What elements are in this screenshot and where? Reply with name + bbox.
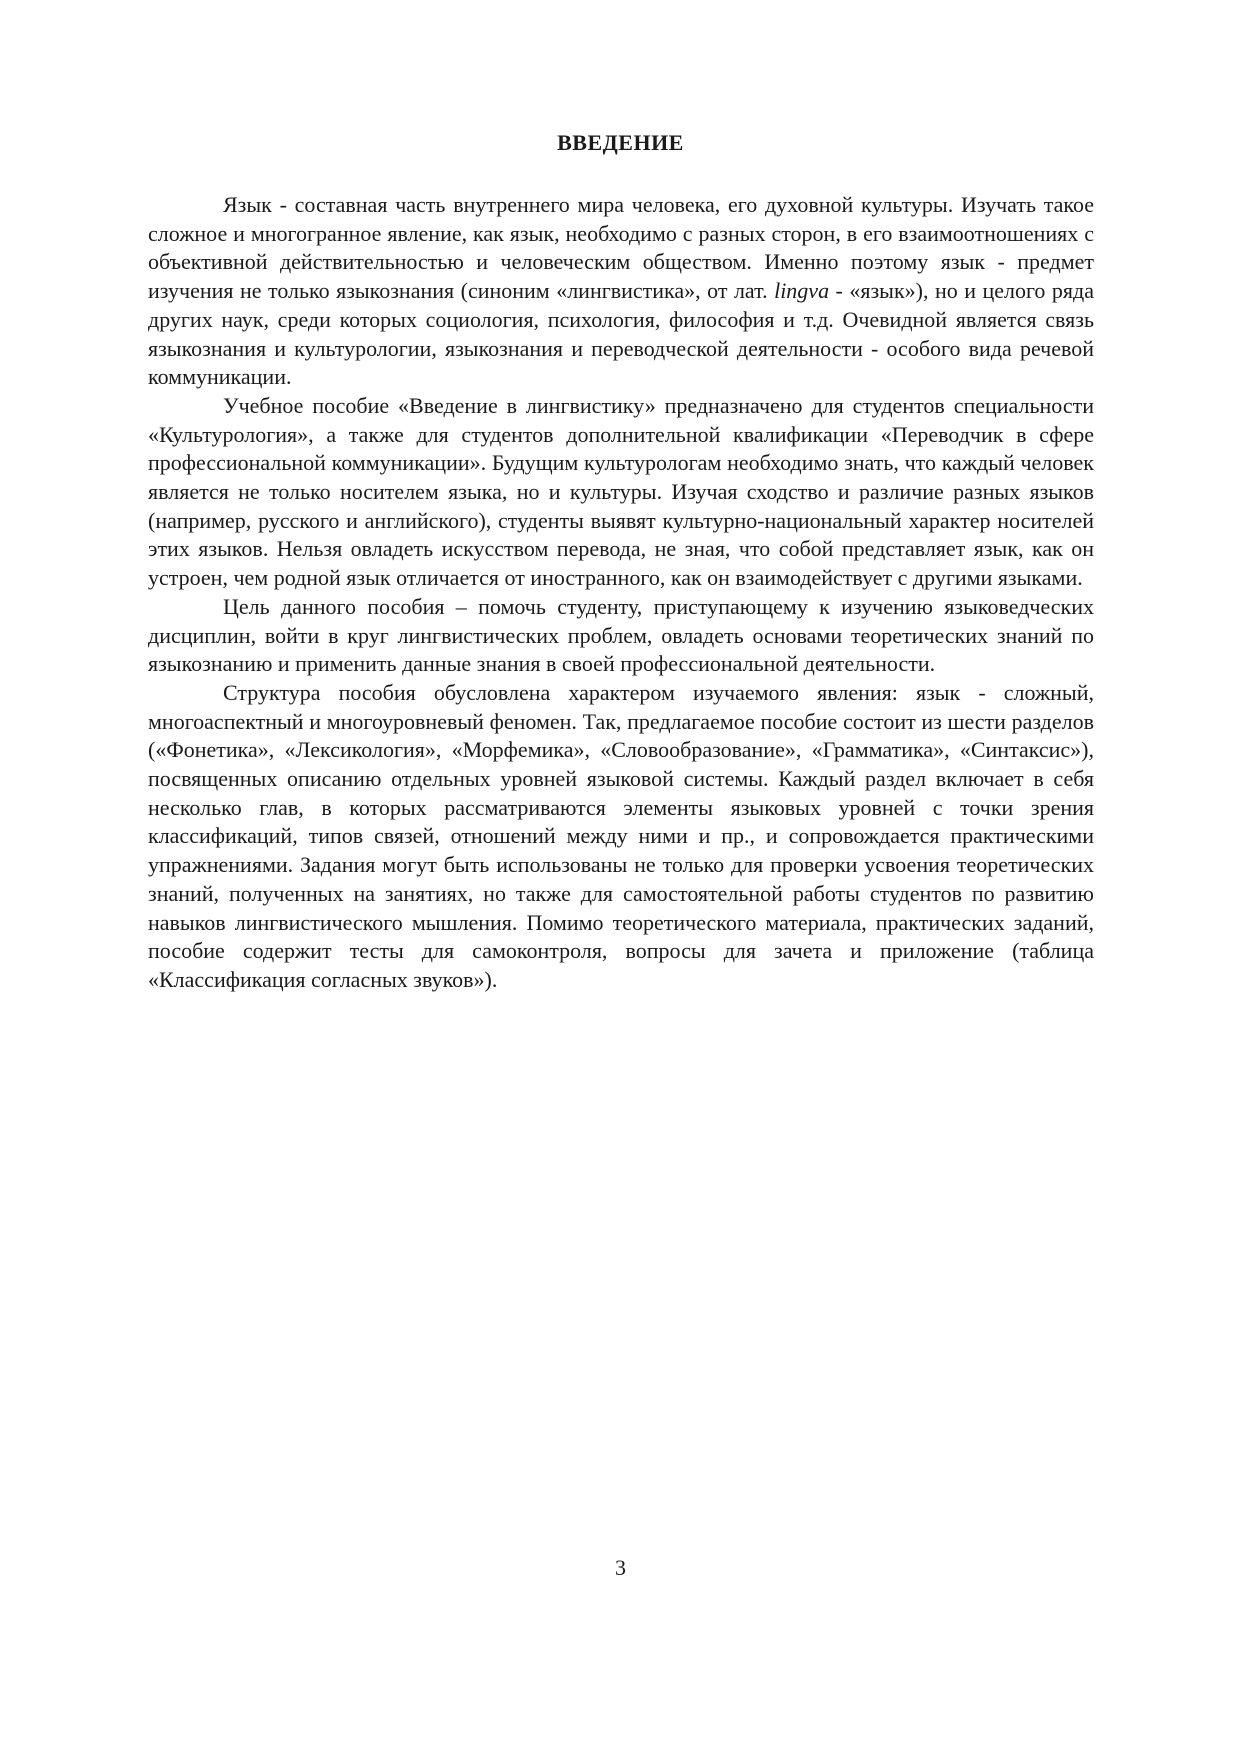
paragraph-2: Учебное пособие «Введение в лингвистику» предназначено для студентов специальности «Культурология», а также для студентов дополнительной квалификации «Переводчик в сфере профессиональной коммуникации». Будущим культурологам необходимо знать, что каждый человек является не только носителем языка, но и культуры. Изучая сходство и различие разных языков (например, русского и английского), студенты выявят культурно-национальный характер носителей этих языков. Нельзя овладеть искусством перевода, не зная, что собой представляет язык, как он устроен, чем родной язык отличается от иностранного, как он взаимодействует с другими языками. xyxy=(148,392,1094,591)
paragraph-1-text-start: Язык - составная часть внутреннего мира человека, его духовной культуры. Изучать такое сложное и многогранное явление, как язык, необходимо с разных сторон, в его взаимоотношениях с объективной действительностью и человеческим обществом. Именно поэтому язык - предмет изучения не только языкознания (синоним «лингвистика», от лат. xyxy=(148,192,1094,304)
paragraph-1 xyxy=(148,191,1094,392)
paragraph-3: Цель данного пособия – помочь студенту, приступающему к изучению языковедческих дисциплин, войти в круг лингвистических проблем, овладеть основами теоретических знаний по языкознанию и применить данные знания в своей профессиональной деятельности. xyxy=(148,593,1094,677)
paragraph-1-text-end: - «язык»), но и целого ряда других наук, среди которых социология, психология, философия и т.д. Очевидной является связь языкознания и культурологии, языкознания и переводческой деятельности - особого вида речевой коммуникации. xyxy=(148,278,1094,390)
latin-term: lingva xyxy=(774,278,830,304)
body-text xyxy=(148,191,1094,995)
page-title: ВВЕДЕНИЕ xyxy=(557,130,684,155)
page-number: 3 xyxy=(615,1555,626,1580)
paragraph-4: Структура пособия обусловлена характером изучаемого явления: язык - сложный, многоаспектный и многоуровневый феномен. Так, предлагаемое пособие состоит из шести разделов («Фонетика», «Лексикология», «Морфемика», «Словообразование», «Грамматика», «Синтаксис»), посвященных описанию отдельных уровней языковой системы. Каждый раздел включает в себя несколько глав, в которых рассматриваются элементы языковых уровней с точки зрения классификаций, типов связей, отношений между ними и пр., и сопровождается практическими упражнениями. Задания могут быть использованы не только для проверки усвоения теоретических знаний, полученных на занятиях, но также для самостоятельной работы студентов по развитию навыков лингвистического мышления. Помимо теоретического материала, практических заданий, пособие содержит тесты для самоконтроля, вопросы для зачета и приложение (таблица «Классификация согласных звуков»). xyxy=(148,679,1094,992)
